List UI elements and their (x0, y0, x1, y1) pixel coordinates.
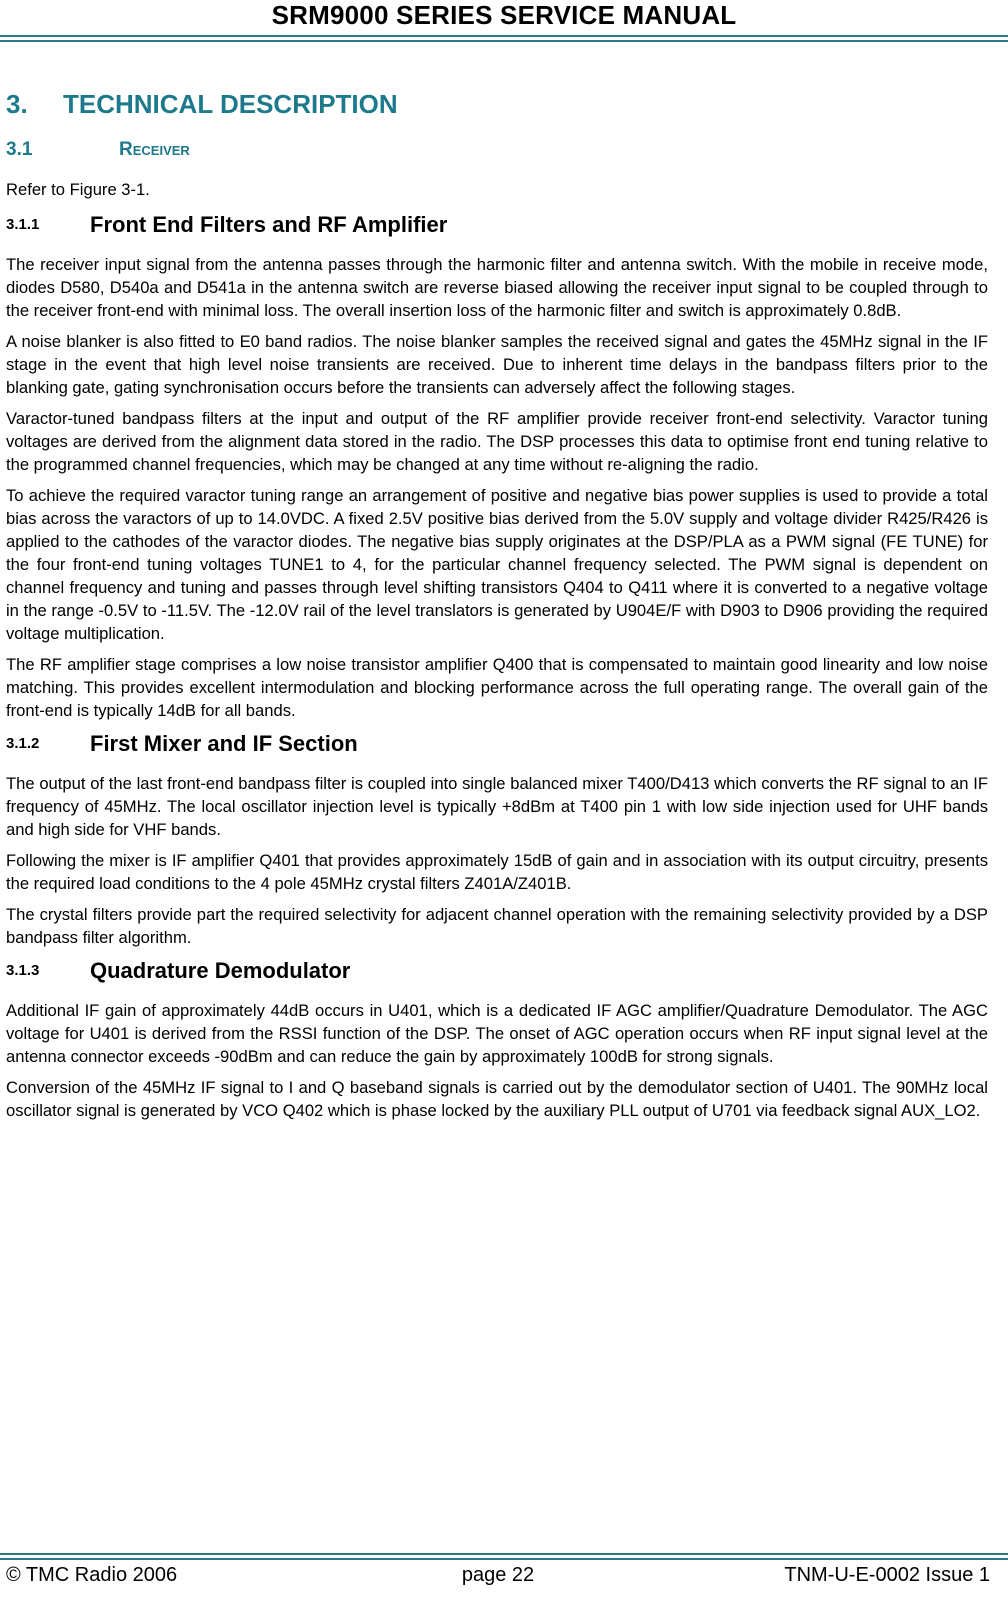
paragraph: Following the mixer is IF amplifier Q401 that provides approximately 15dB of gain and in association with its output circuitry, presents the required load conditions to the 4 pole 45MHz crystal filters Z401A/Z401B. (6, 851, 988, 893)
paragraph: Conversion of the 45MHz IF signal to I and Q baseband signals is carried out by the demodulator section of U401. The 90MHz local oscillator signal is generated by VCO Q402 which is phase locked by the auxiliary PLL output of U701 via feedback signal AUX_LO2. (6, 1078, 988, 1120)
page-header (0, 0, 1008, 30)
footer-page-number: page 22 (461, 1564, 535, 1586)
part-heading (6, 730, 988, 758)
part-heading (6, 211, 988, 239)
subsection-heading (6, 138, 988, 162)
part-number: 3.1.3 (6, 962, 40, 979)
manual-title: SRM9000 SERIES SERVICE MANUAL (271, 0, 737, 30)
header-rule-top (0, 35, 1008, 37)
subsection-number: 3.1 (6, 139, 33, 160)
section-number: 3. (6, 89, 28, 119)
paragraph: To achieve the required varactor tuning range an arrangement of positive and negative bias power supplies is used to provide a total bias across the varactors of up to 14.0VDC. A fixed 2.5V positive bias derived from the 5.0V supply and voltage divider R425/R426 is applied to the cathodes of the varactor diodes. The negative bias supply originates at the DSP/PLA as a PWM signal (FE TUNE) for the four front-end tuning voltages TUNE1 to 4, for the particular channel frequency selected. The PWM signal is dependent on channel frequency and tuning and passes through level shifting transistors Q404 to Q411 where it is converted to a negative voltage in the range -0.5V to -11.5V. The -12.0V rail of the level translators is generated by U904E/F with D903 to D906 providing the required voltage multiplication. (6, 486, 988, 643)
footer-rule-bottom (0, 1558, 1008, 1560)
subsection-title: Receiver (119, 139, 190, 160)
part-number: 3.1.2 (6, 735, 40, 752)
part-title: Quadrature Demodulator (90, 958, 351, 983)
page-footer (6, 1562, 990, 1588)
header-rule-bottom (0, 40, 1008, 42)
part-title: Front End Filters and RF Amplifier (90, 212, 448, 237)
part-title: First Mixer and IF Section (90, 731, 358, 756)
footer-copyright: © TMC Radio 2006 (6, 1564, 178, 1586)
paragraph: The RF amplifier stage comprises a low noise transistor amplifier Q400 that is compensated to maintain good linearity and low noise matching. This provides excellent intermodulation and blocking performance across the full operating range. The overall gain of the front-end is typically 14dB for all bands. (6, 655, 988, 720)
subsection-intro: Refer to Figure 3-1. (6, 180, 150, 199)
page-body (6, 88, 988, 1130)
part-heading (6, 957, 988, 985)
paragraph: The output of the last front-end bandpass filter is coupled into single balanced mixer T400/D413 which converts the RF signal to an IF frequency of 45MHz. The local oscillator injection level is typically +8dBm at T400 pin 1 with low side injection used for UHF bands and high side for VHF bands. (6, 774, 988, 839)
section-title: TECHNICAL DESCRIPTION (63, 89, 398, 119)
paragraph: Varactor-tuned bandpass filters at the input and output of the RF amplifier provide receiver front-end selectivity. Varactor tuning voltages are derived from the alignment data stored in the radio. The DSP processes this data to optimise front end tuning relative to the programmed channel frequencies, which may be changed at any time without re-aligning the radio. (6, 409, 988, 474)
footer-rule-top (0, 1553, 1008, 1555)
footer-document-id: TNM-U-E-0002 Issue 1 (784, 1564, 990, 1586)
paragraph: The receiver input signal from the antenna passes through the harmonic filter and antenna switch. With the mobile in receive mode, diodes D580, D540a and D541a in the antenna switch are reverse biased allowing the receiver input signal to be coupled through to the receiver front-end with minimal loss. The overall insertion loss of the harmonic filter and switch is approximately 0.8dB. (6, 255, 988, 320)
paragraph: A noise blanker is also fitted to E0 band radios. The noise blanker samples the received signal and gates the 45MHz signal in the IF stage in the event that high level noise transients are received. Due to inherent time delays in the bandpass filters prior to the blanking gate, gating synchronisation occurs before the transients can adversely affect the following stages. (6, 332, 988, 397)
part-number: 3.1.1 (6, 216, 40, 233)
section-heading (6, 88, 988, 120)
paragraph: Additional IF gain of approximately 44dB occurs in U401, which is a dedicated IF AGC amplifier/Quadrature Demodulator. The AGC voltage for U401 is derived from the RSSI function of the DSP. The onset of AGC operation occurs when RF input signal level at the antenna connector exceeds -90dBm and can reduce the gain by approximately 100dB for strong signals. (6, 1001, 988, 1066)
paragraph: The crystal filters provide part the required selectivity for adjacent channel operation with the remaining selectivity provided by a DSP bandpass filter algorithm. (6, 905, 988, 947)
